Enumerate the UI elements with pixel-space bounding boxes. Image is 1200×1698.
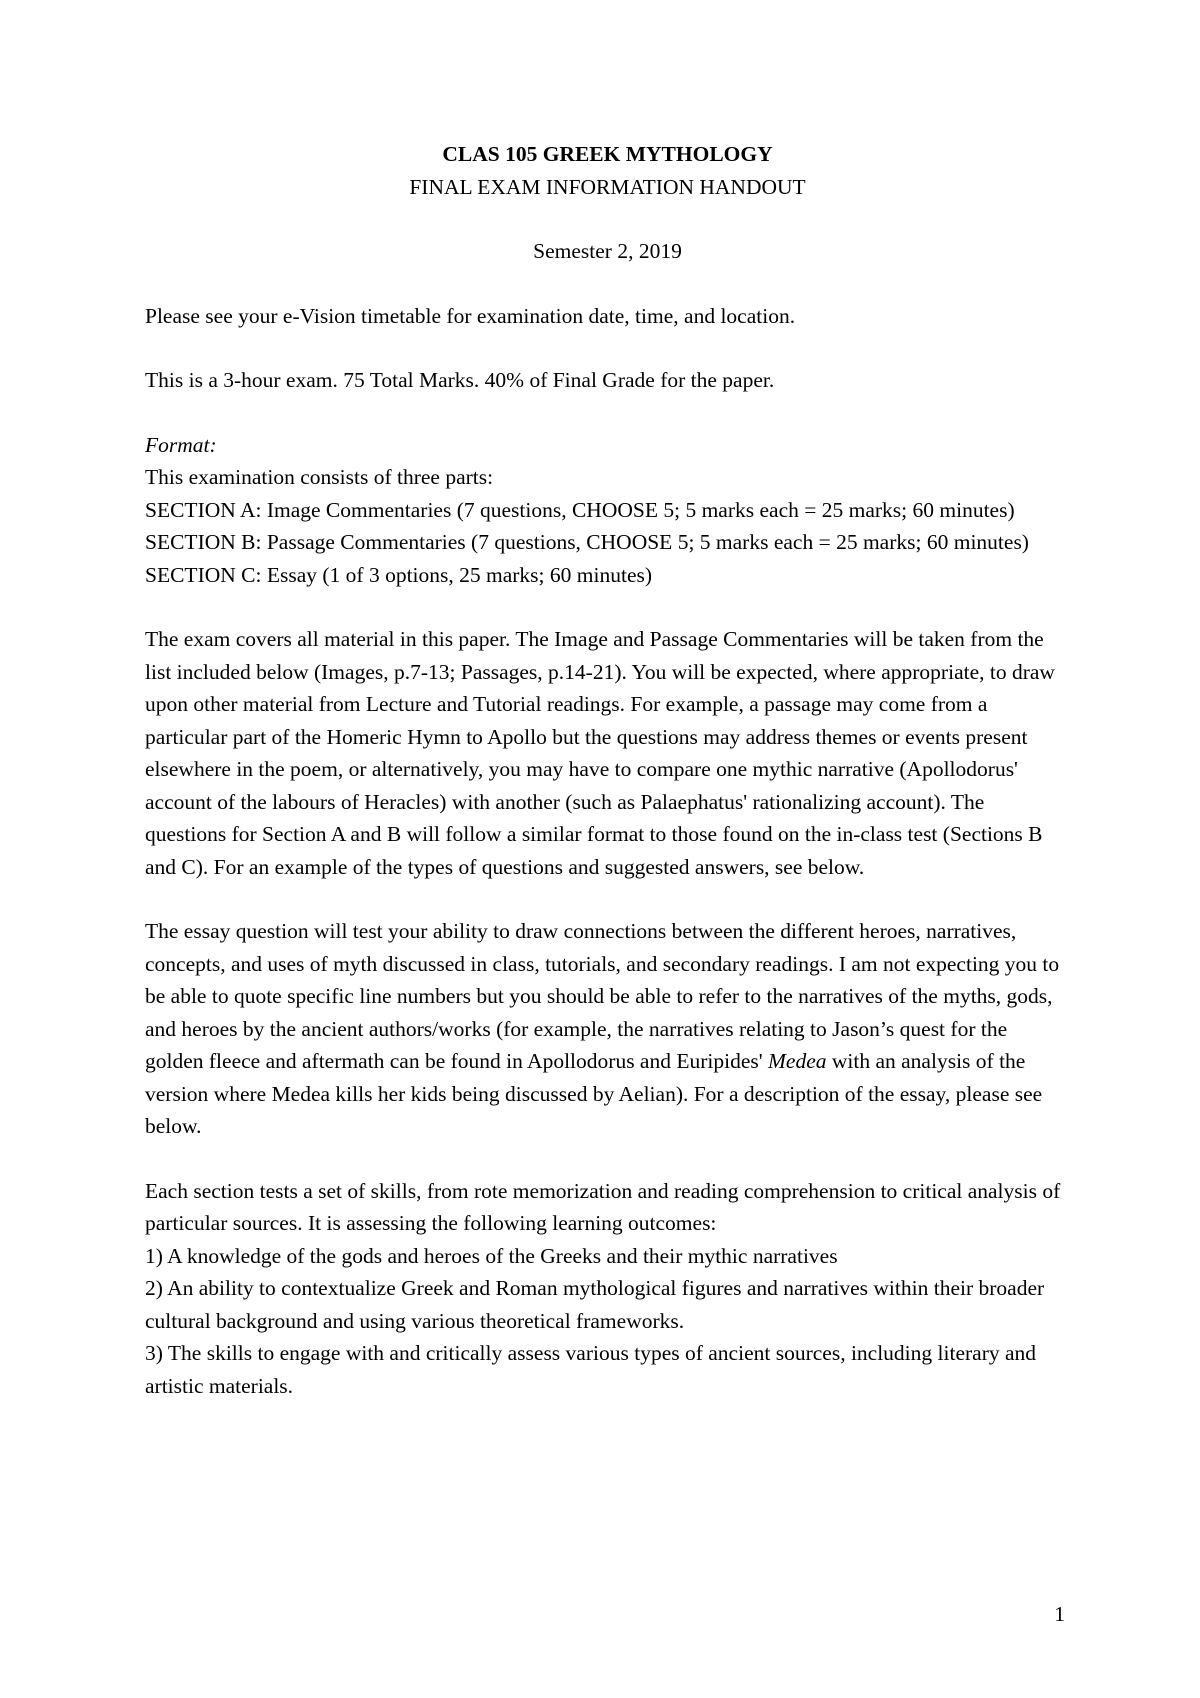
essay-text-before: The essay question will test your ability to draw connections between the different heroes, narratives, concepts, and uses of myth discussed in class, tutorials, and secondary readings. I am not expecting you to be able to quote specific line numbers but you should be able to refer to the narratives of the myths, gods, and heroes by the ancient authors/works (for example, the narratives relating to Jason’s quest for the golden fleece and aftermath can be found in Apollodorus and Euripides' bbox=[145, 919, 1060, 1073]
learning-outcome-2: 2) An ability to contextualize Greek and Roman mythological figures and narratives within their broader cultural background and using various theoretical frameworks. bbox=[145, 1276, 1045, 1333]
essay-text-after: with an analysis of the version where Medea kills her kids being discussed by Aelian). For a description of the essay, please see below. bbox=[145, 1049, 1043, 1138]
essay-text-italic: Medea bbox=[768, 1049, 827, 1073]
section-a-description: SECTION A: Image Commentaries (7 questions, CHOOSE 5; 5 marks each = 25 marks; 60 minutes) bbox=[145, 497, 1015, 522]
semester-label: Semester 2, 2019 bbox=[533, 239, 682, 263]
skills-intro: Each section tests a set of skills, from rote memorization and reading comprehension to critical analysis of particular sources. It is assessing the following learning outcomes: bbox=[145, 1178, 1061, 1235]
timetable-note: Please see your e-Vision timetable for examination date, time, and location. bbox=[145, 303, 796, 328]
exam-info: This is a 3-hour exam. 75 Total Marks. 40% of Final Grade for the paper. bbox=[145, 368, 775, 392]
section-b-description: SECTION B: Passage Commentaries (7 questions, CHOOSE 5; 5 marks each = 25 marks; 60 minutes) bbox=[145, 530, 1029, 554]
handout-title: FINAL EXAM INFORMATION HANDOUT bbox=[409, 174, 806, 199]
format-heading: Format: bbox=[145, 432, 217, 457]
coverage-paragraph: The exam covers all material in this paper. The Image and Passage Commentaries will be taken from the list included below (Images, p.7-13; Passages, p.14-21). You will be expected, where appropriate, to draw upon other material from Lecture and Tutorial readings. For example, a passage may come from a particular part of the Homeric Hymn to Apollo but the questions may address themes or events present elsewhere in the poem, or alternatively, you may have to compare one mythic narrative (Apollodorus' account of the labours of Heracles) with another (such as Palaephatus' rationalizing account). The questions for Section A and B will follow a similar format to those found on the in-class test (Sections B and C). For an example of the types of questions and suggested answers, see below. bbox=[145, 627, 1055, 879]
section-c-description: SECTION C: Essay (1 of 3 options, 25 marks; 60 minutes) bbox=[145, 562, 653, 587]
course-title: CLAS 105 GREEK MYTHOLOGY bbox=[442, 142, 773, 166]
learning-outcome-1: 1) A knowledge of the gods and heroes of the Greeks and their mythic narratives bbox=[145, 1243, 838, 1268]
format-intro: This examination consists of three parts: bbox=[145, 465, 494, 489]
document-body bbox=[145, 138, 1070, 1402]
page-number: 1 bbox=[1054, 1602, 1065, 1626]
learning-outcome-3: 3) The skills to engage with and critically assess various types of ancient sources, including literary and artistic materials. bbox=[145, 1341, 1037, 1398]
essay-paragraph bbox=[145, 915, 1070, 1143]
